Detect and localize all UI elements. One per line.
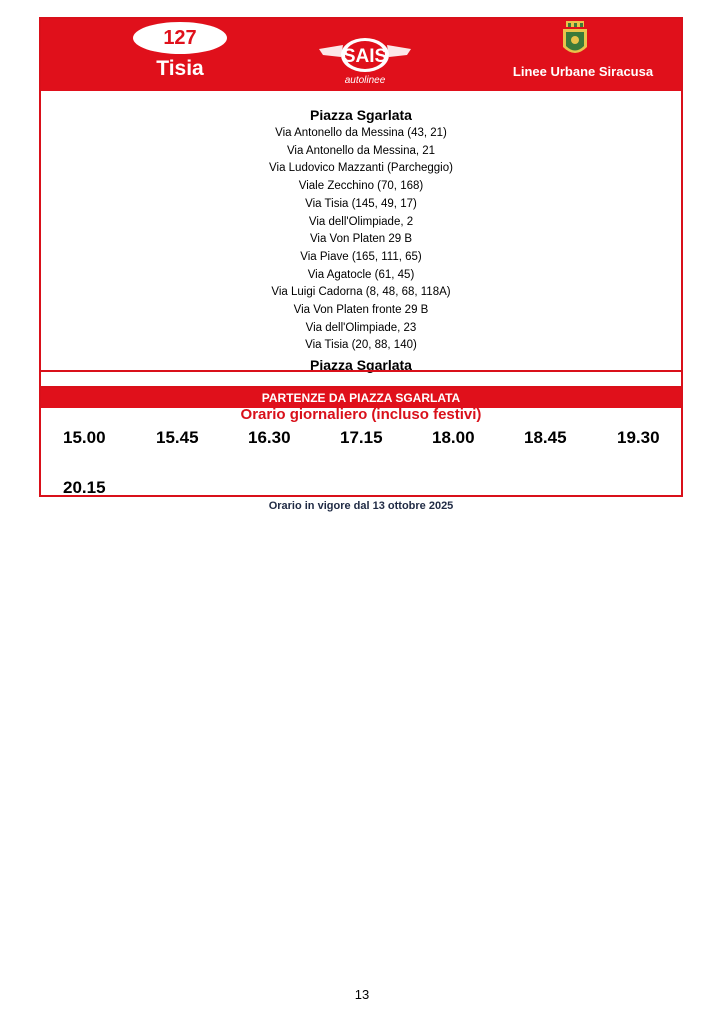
departure-time: 19.30 xyxy=(617,428,660,447)
route-stop-list xyxy=(41,105,681,375)
divider-row xyxy=(41,370,681,388)
line-name: Tisia xyxy=(156,57,204,80)
line-number-badge: 127 xyxy=(133,22,227,54)
departure-time: 18.00 xyxy=(432,428,475,447)
route-stop: Via Antonello da Messina, 21 xyxy=(286,144,436,157)
header-bar xyxy=(41,19,681,91)
route-stop: Via Agatocle (61, 45) xyxy=(307,268,415,281)
sais-logo xyxy=(317,35,413,87)
city-label: Linee Urbane Siracusa xyxy=(512,64,654,79)
departure-time: 16.30 xyxy=(248,428,291,447)
logo-text: SAIS xyxy=(342,46,388,67)
route-stop: Via Tisia (20, 88, 140) xyxy=(305,339,417,352)
route-end: Piazza Sgarlata xyxy=(310,357,412,374)
page-number: 13 xyxy=(354,987,370,1002)
departure-time: 17.15 xyxy=(340,428,383,447)
route-stop: Via Luigi Cadorna (8, 48, 68, 118A) xyxy=(271,286,451,299)
logo-subtext: autolinee xyxy=(344,75,386,86)
route-stop: Via Tisia (145, 49, 17) xyxy=(305,197,417,210)
route-stop: Via dell'Olimpiade, 23 xyxy=(305,321,417,334)
departure-time: 20.15 xyxy=(63,478,106,497)
schedule-subheading: Orario giornaliero (incluso festivi) xyxy=(240,406,482,423)
departure-time: 18.45 xyxy=(524,428,567,447)
route-stop: Via dell'Olimpiade, 2 xyxy=(308,215,414,228)
departure-time: 15.00 xyxy=(63,428,106,447)
route-stop: Via Piave (165, 111, 65) xyxy=(300,250,422,263)
validity-note: Orario in vigore dal 13 ottobre 2025 xyxy=(268,500,454,512)
city-crest-icon xyxy=(560,21,590,61)
departure-time: 15.45 xyxy=(156,428,199,447)
route-stop: Via Antonello da Messina (43, 21) xyxy=(275,127,447,139)
route-stop: Via Von Platen 29 B xyxy=(309,233,413,246)
route-stop: Via Von Platen fronte 29 B xyxy=(293,304,429,317)
route-stop: Viale Zecchino (70, 168) xyxy=(298,180,424,193)
departures-heading: PARTENZE DA PIAZZA SGARLATA xyxy=(41,388,681,408)
route-stop: Via Ludovico Mazzanti (Parcheggio) xyxy=(269,162,453,175)
timetable-card xyxy=(39,17,683,497)
route-start: Piazza Sgarlata xyxy=(310,107,412,123)
